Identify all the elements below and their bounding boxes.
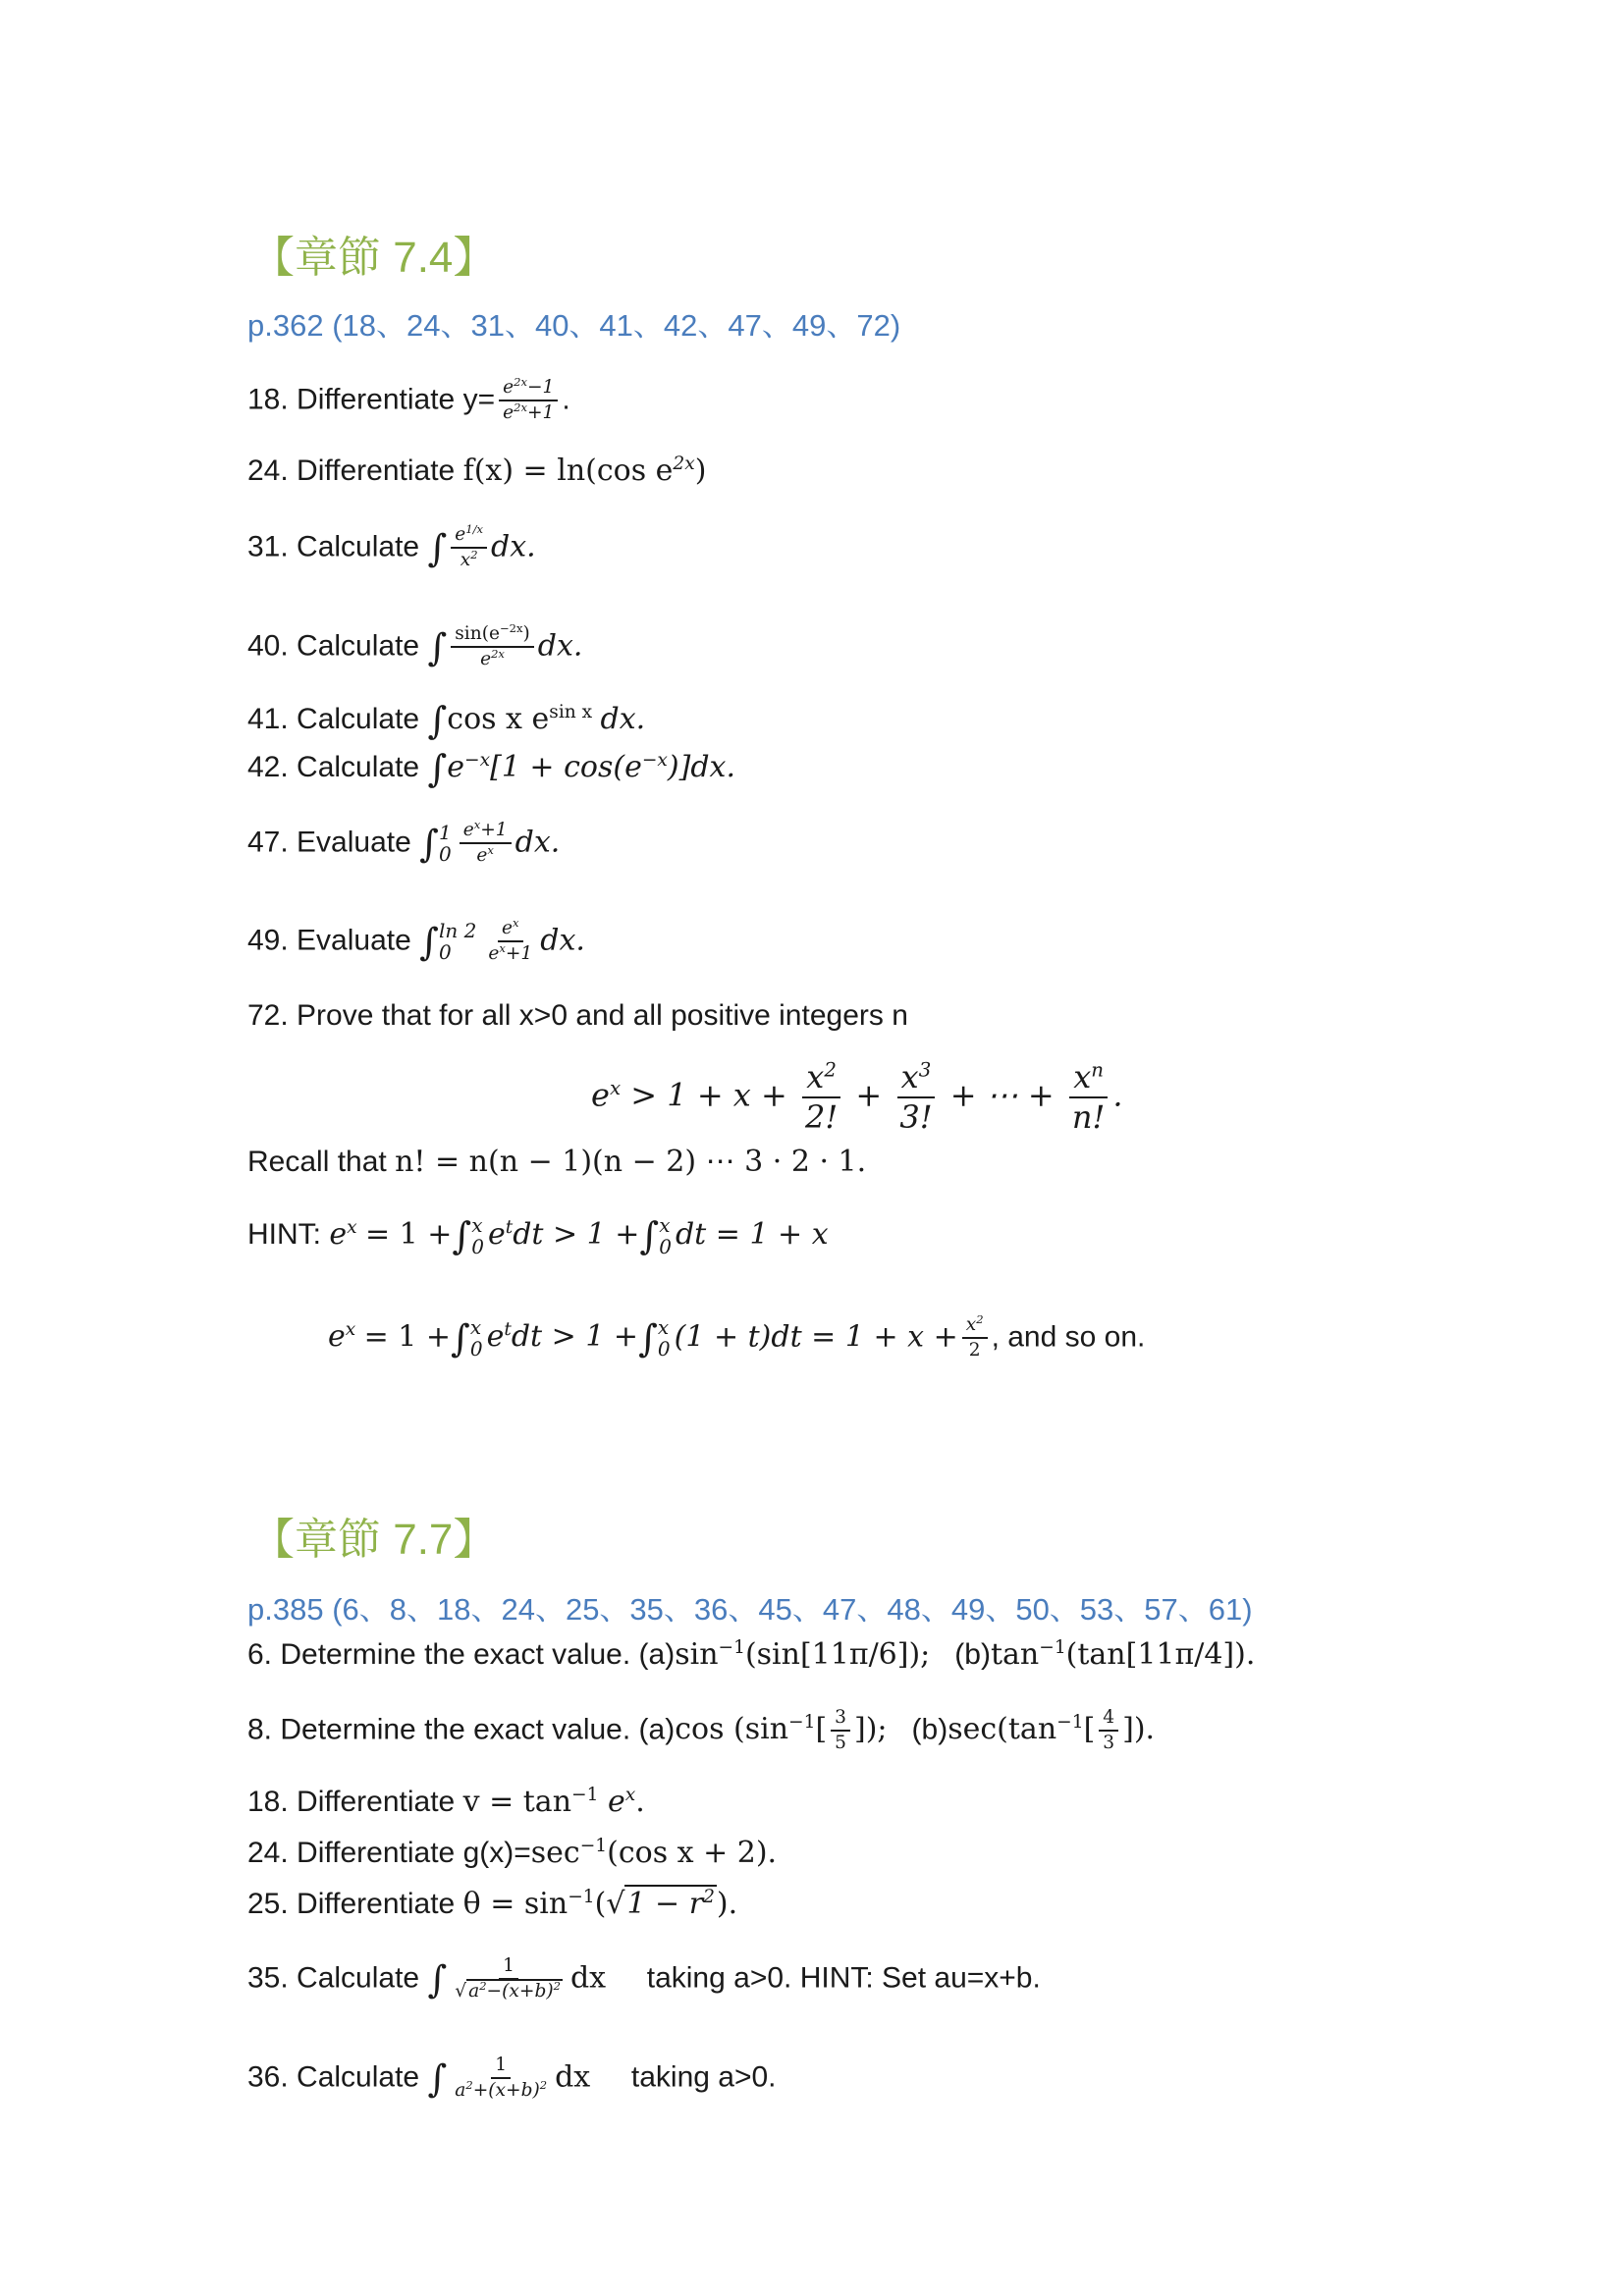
problem-40: 40. Calculate ∫ $\frac{\sin(e^{-2x})}{e^{2x}}$ dx. [247, 620, 583, 670]
problem-36: 36. Calculate ∫ $\frac{1}{a^2+(x+b)^2}$ dx taking a>0. [247, 2055, 777, 2102]
recall-factorial: Recall that n! = n(n − 1)(n − 2) ⋯ 3 · 2 · 1. [247, 1145, 867, 1179]
hint-1: HINT: $e^x = 1$ +∫ x 0 $e^tdt > 1$ +∫ x 0 dt = 1 + x [247, 1213, 829, 1258]
problem-25: 25. Differentiate $\theta = \sin^{-1}(√1 - r^2)$. [247, 1887, 738, 1921]
problem-18-b: 18. Differentiate $v = \tan^{-1} e^x$. [247, 1785, 645, 1819]
section-heading-7-4: 【章節 7.4】 [251, 234, 497, 282]
problem-72: 72. Prove that for all x>0 and all positive integers n [247, 999, 908, 1032]
problem-35: 35. Calculate ∫ $\frac{1}{√ a^2-(x+b)^2}$ dx taking a>0. HINT: Set au=x+b. [247, 1955, 1041, 2002]
problem-47: 47. Evaluate ∫ 1 0 $\frac{e^x+1}{e^x}$ dx. [247, 817, 561, 867]
hint-2: $e^x = 1$ +∫ x 0 $e^tdt > 1$ +∫ x 0 (1 + t)dt = 1 + x + $\frac{x^2}{2}$ , and so on. [328, 1311, 1146, 1362]
problem-42: 42. Calculate $\int e^{-x}[1 + \cos(e^{-x})]dx$. [247, 747, 735, 791]
problem-18: 18. Differentiate y= $\frac{e^{2x}-1}{e^{2x}+1}$ . [247, 374, 570, 424]
problem-6: 6. Determine the exact value. $(a)\sin^{-1}(\sin[11\pi/6])$; $(b)\tan^{-1}(\tan[11\pi/4])$. [247, 1637, 1256, 1672]
section-pages-7-7: p.385 (6、8、18、24、25、35、36、45、47、48、49、50、53、57、61) [247, 1592, 1253, 1627]
problem-49: 49. Evaluate ∫ ln 2 0 $\frac{e^x}{e^x+1}$ dx. [247, 915, 585, 965]
problem-8: 8. Determine the exact value. (a)cos ($\sin^{-1}$[ $\frac{3}{5}$ ]); $(b)\sec(\tan^{-1}$[ $\frac{4}{3}$ ]). [247, 1707, 1156, 1754]
problem-72-inequality: $e^x > 1 + x$ + $\frac{x^2}{2!}$ + $\frac{x^3}{3!}$ + ⋯ + $\frac{x^n}{n!}$ . [591, 1058, 1123, 1137]
section-pages-7-4: p.362 (18、24、31、40、41、42、47、49、72) [247, 308, 901, 343]
problem-24: 24. Differentiate f(x) = ln(cos $e^{2x}$) [247, 454, 707, 488]
section-heading-7-7: 【章節 7.7】 [251, 1516, 497, 1564]
problem-31: 31. Calculate ∫ $\frac{e^{1/x}}{x^2}$ dx. [247, 521, 536, 571]
problem-41: 41. Calculate ∫cos x $e^{sin x}$ dx. [247, 699, 646, 743]
problem-24-b: 24. Differentiate $g(x)=\sec^{-1}(\cos$ x + 2). [247, 1836, 778, 1870]
